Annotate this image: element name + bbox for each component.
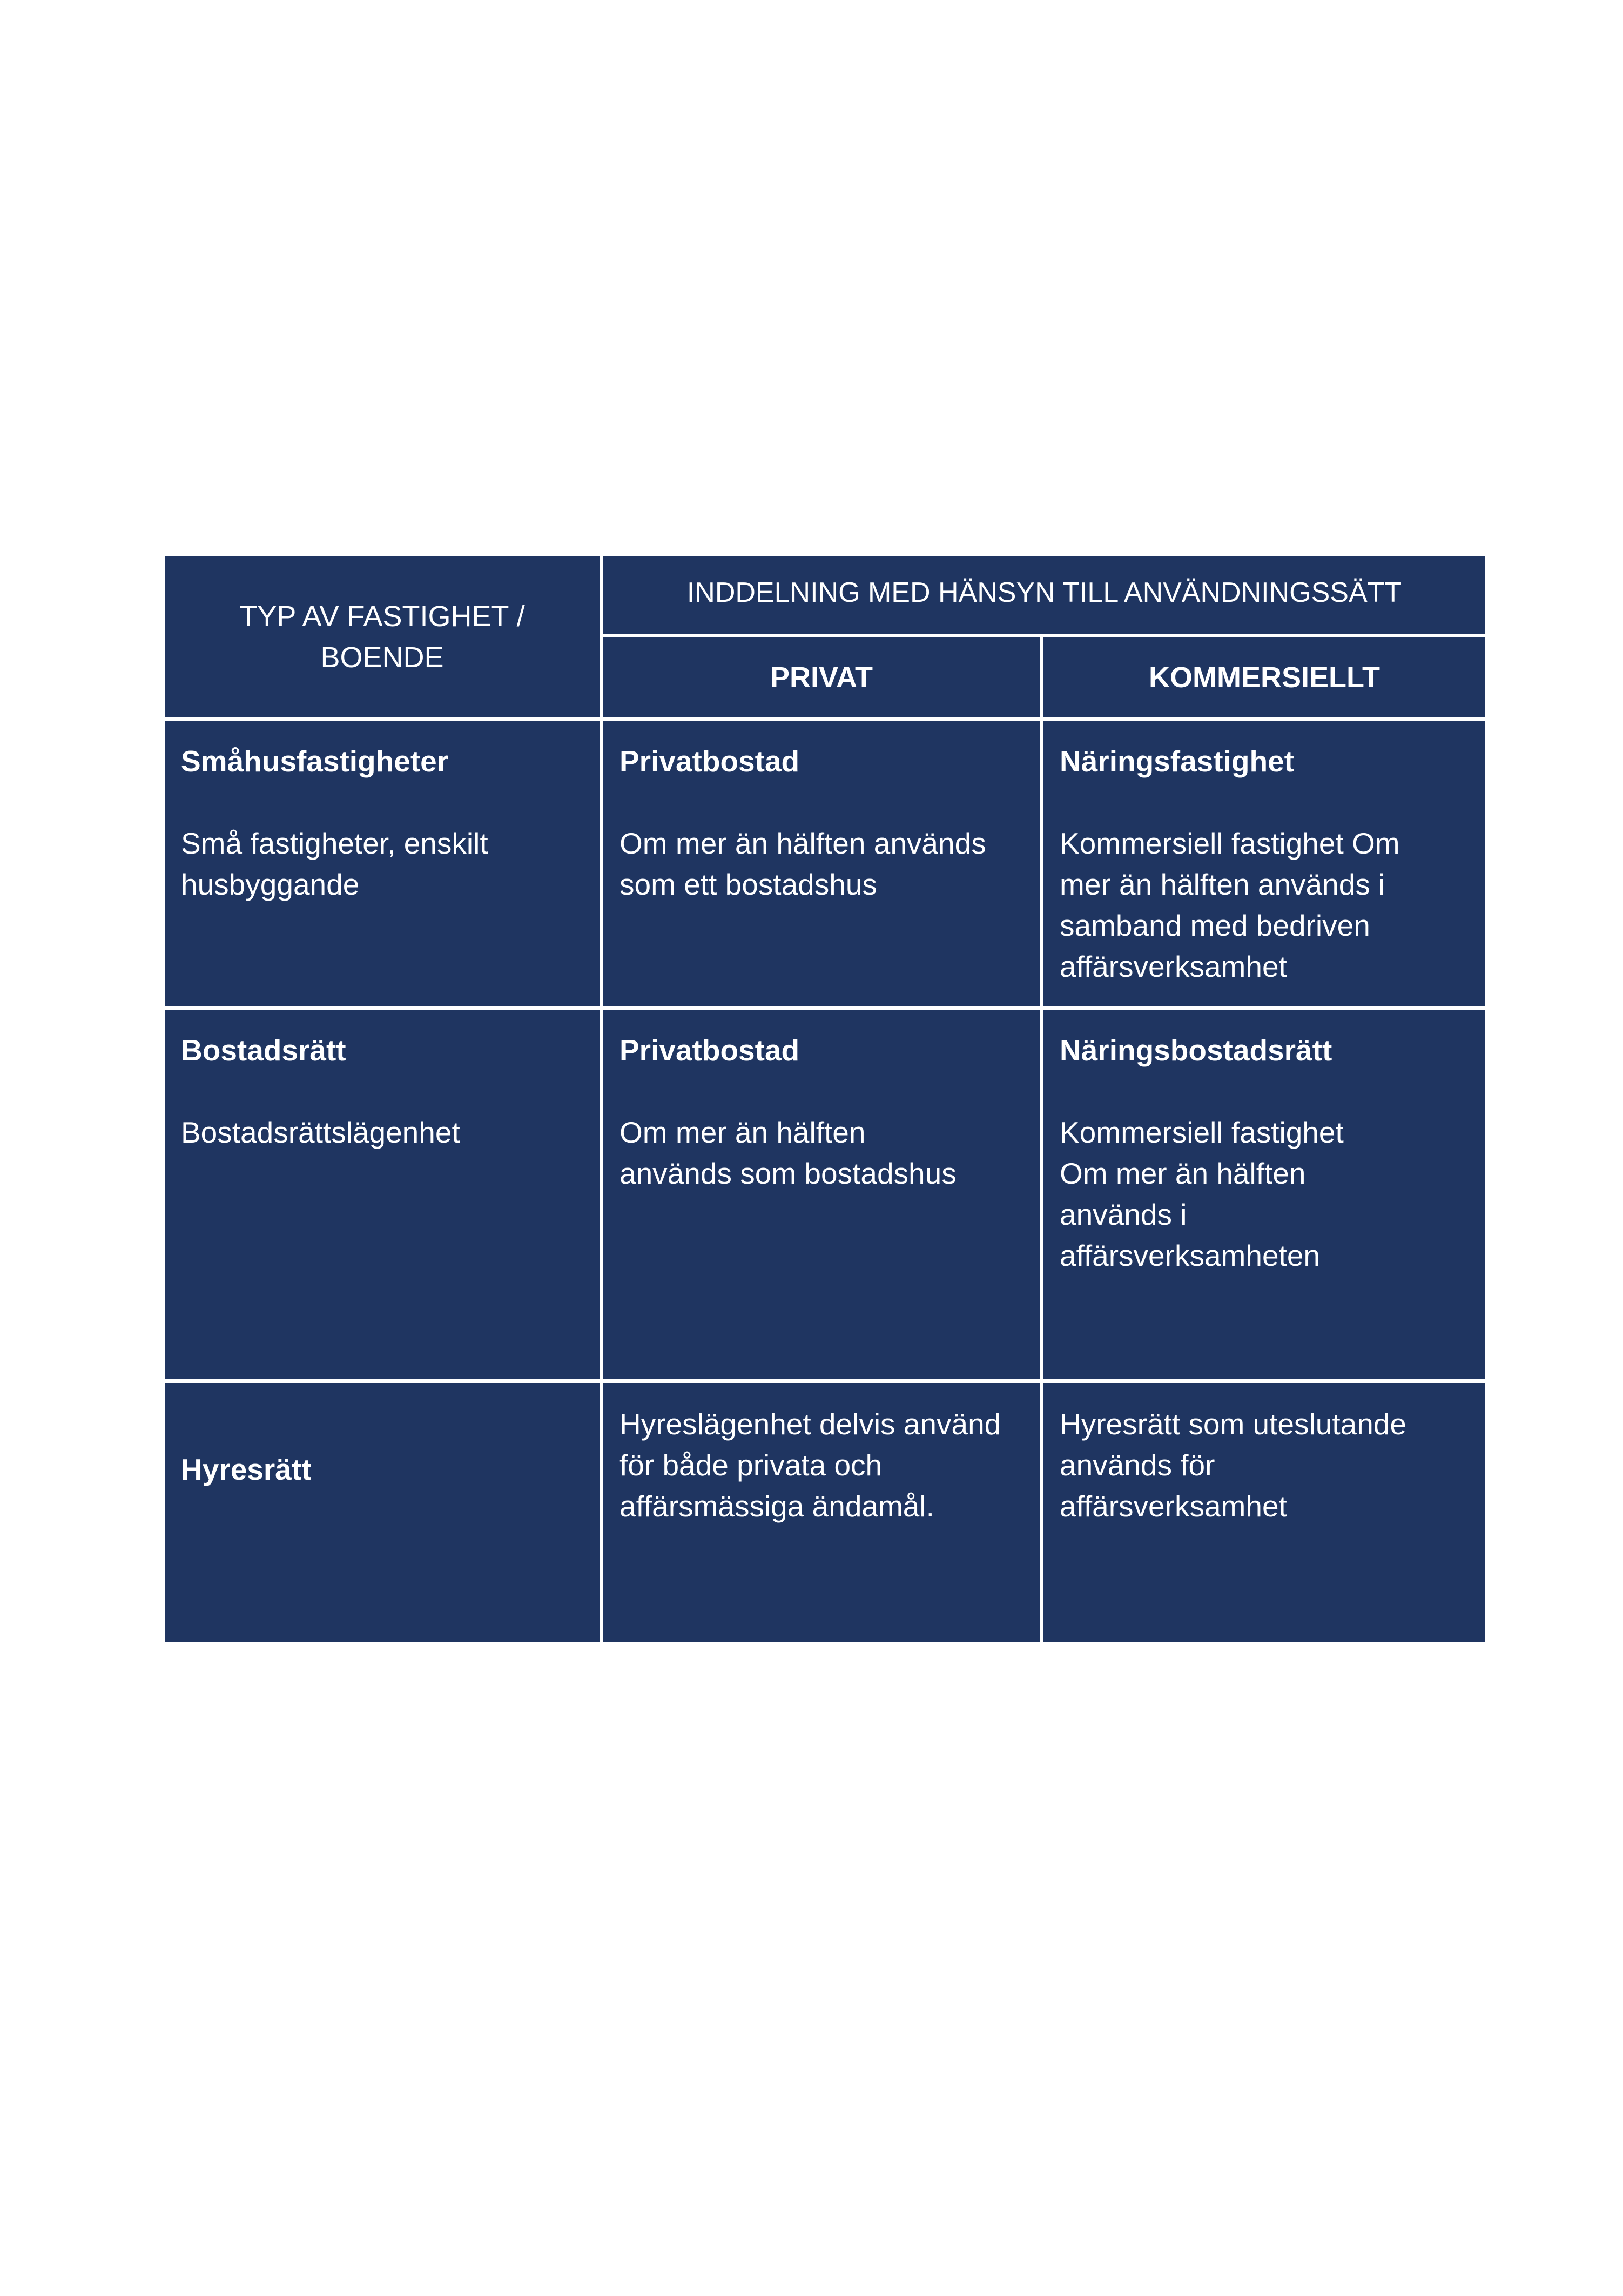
row-commercial-text: Kommersiell fastighet Om mer än hälften används i samband med bedriven affärsverksamhet <box>1060 827 1400 983</box>
header-private-label: PRIVAT <box>770 661 873 694</box>
row-commercial-title: Näringsfastighet <box>1060 744 1294 778</box>
row-type-title: Hyresrätt <box>181 1453 312 1486</box>
row-commercial-text: Hyresrätt som uteslutande används för affärsverksamhet <box>1060 1407 1406 1523</box>
row-bostadsratt-type-cell <box>165 1010 603 1383</box>
header-commercial-label: KOMMERSIELLT <box>1149 661 1380 694</box>
row-commercial-text: Kommersiell fastighet Om mer än hälften används i affärsverksamheten <box>1060 1116 1344 1272</box>
row-bostadsratt-commercial-cell <box>1043 1010 1485 1383</box>
header-usage-label: INDDELNING MED HÄNSYN TILL ANVÄNDNINGSSÄTT <box>686 576 1402 608</box>
row-type-title: Småhusfastigheter <box>181 744 449 778</box>
header-property-type <box>165 556 603 721</box>
row-type-text: Bostadsrättslägenhet <box>181 1116 460 1149</box>
header-commercial <box>1043 637 1485 721</box>
header-private <box>603 637 1043 721</box>
row-type-text: Små fastigheter, enskilt husbyggande <box>181 827 488 901</box>
row-private-title: Privatbostad <box>619 1033 800 1067</box>
property-classification-table <box>165 556 1485 1642</box>
row-private-title: Privatbostad <box>619 744 800 778</box>
row-private-text: Hyreslägenhet delvis använd för både privata och affärsmässiga ändamål. <box>619 1407 1001 1523</box>
header-usage-division <box>603 556 1485 637</box>
row-type-title: Bostadsrätt <box>181 1033 346 1067</box>
row-bostadsratt-private-cell <box>603 1010 1043 1383</box>
row-smahus-commercial-cell <box>1043 721 1485 1010</box>
row-hyresratt-commercial-cell <box>1043 1383 1485 1642</box>
row-hyresratt-type-cell <box>165 1383 603 1642</box>
row-private-text: Om mer än hälften används som bostadshus <box>619 1116 957 1190</box>
row-hyresratt-private-cell <box>603 1383 1043 1642</box>
header-property-type-line1: TYP AV FASTIGHET / <box>239 600 525 633</box>
row-smahus-private-cell <box>603 721 1043 1010</box>
row-commercial-title: Näringsbostadsrätt <box>1060 1033 1332 1067</box>
row-smahus-type-cell <box>165 721 603 1010</box>
row-private-text: Om mer än hälften används som ett bostadshus <box>619 827 986 901</box>
header-property-type-line2: BOENDE <box>320 641 444 674</box>
